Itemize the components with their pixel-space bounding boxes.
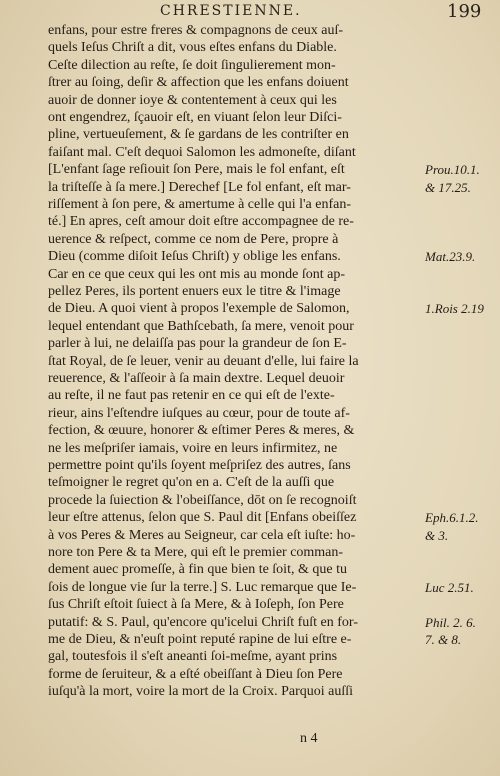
text-line: me de Dieu, & n'euſt point reputé rapine de lui eſtre e- [48,632,352,647]
text-line: gal, toutesfois il s'eſt aneanti ſoi-meſme, ayant prins [48,649,338,665]
text-line: rieur, ains l'eſtendre iuſques au cœur, pour de toute af- [48,405,350,421]
text-line: enfans, pour estre freres & compagnons de ceux auſ- [48,23,344,38]
text-line: auoir de donner ioye & contentement à ceux qui les [48,92,337,108]
margin-note: & 3. [425,527,449,543]
text-line: dement auec promeſſe, à fin que bien te ſoit, & que tu [48,562,347,578]
text-line: putatif: & S. Paul, qu'encore qu'icelui Chriſt fuſt en for- [48,614,358,630]
text-line: ſtrer au ſoing, deſir & affection que les enfans doiuent [48,75,349,91]
margin-note: 1.Rois 2.19 [425,301,484,317]
text-line: iuſqu'à la mort, voire la mort de la Croix. Parquoi auſſi [48,684,354,700]
text-line: forme de ſeruiteur, & a eſté obeiſſant à Dieu ſon Pere [48,666,343,682]
margin-note: 7. & 8. [425,632,462,647]
text-line: ne les meſpriſer iamais, voire en leurs infirmitez, ne [48,440,338,456]
text-line: ſus Chriſt eſtoit ſuiect à ſa Mere, & à Ioſeph, ſon Pere [48,597,344,613]
text-line: à vos Peres & Meres au Seigneur, car cela eſt iuſte: ho- [48,527,356,543]
text-line: fection, & œuure, honorer & eſtimer Peres & meres, & [48,423,355,439]
text-line: la triſteſſe à ſa mere.] Derechef [Le fol enfant, eſt mar- [48,179,351,195]
text-line: quels Ieſus Chriſt a dit, vous eſtes enfans du Diable. [48,40,337,56]
text-line: permettre point qu'ils ſoyent meſpriſez des autres, ſans [48,458,351,473]
text-line: pline, vertueuſement, & ſe gardans de les contriſter en [48,127,349,143]
text-line: té.] En apres, ceſt amour doit eſtre accompagnee de re- [48,214,354,230]
text-line: Ceſte dilection au reſte, ſe doit ſingulierement mon- [48,57,336,73]
margin-note: Eph.6.1.2. [425,510,479,526]
margin-note: & 17.25. [425,179,471,195]
text-line: ont engendrez, ſçauoir eſt, en viuant ſelon leur Diſci- [48,110,342,125]
text-line: procede la ſuiection & l'obeiſſance, dōt on ſe recognoiſt [48,492,357,508]
text-line: reuerence, & l'aſſeoir à ſa main dextre. Lequel deuoir [48,371,345,386]
text-line: teſmoigner le regret qu'on en a. C'eſt de la auſſi que [48,475,335,491]
text-line: Car en ce que ceux qui les ont mis au monde ſont ap- [48,266,346,282]
text-line: Dieu (comme diſoit Ieſus Chriſt) y oblige les enfans. [48,249,341,265]
text-line: riſſement à ſon pere, & amertume à celle qui l'a enfan- [48,197,351,212]
text-line: ſois de longue vie ſur la terre.] S. Luc remarque que Ie- [48,579,357,595]
running-head: CHRESTIENNE. [160,3,302,19]
text-line: leur eſtre attenus, ſelon que S. Paul dit [Enfans obeiſſez [48,510,357,526]
margin-note: Phil. 2. 6. [425,614,476,630]
text-line: uerence & reſpect, comme ce nom de Pere, propre à [48,231,339,247]
text-line: ſtat Royal, de ſe leuer, venir au deuant d'elle, lui faire la [48,353,359,369]
text-line: lequel entendant que Bathſcebath, ſa mere, venoit pour [48,318,354,334]
margin-note: Luc 2.51. [425,579,474,595]
text-line: au reſte, il ne faut pas retenir en ce qui eſt de l'exte- [48,388,335,404]
text-line: parler à lui, ne delaiſſa pas pour la grandeur de ſon E- [48,336,347,352]
text-line: nore ton Pere & ta Mere, qui eſt le premier comman- [48,545,344,560]
signature-mark: n 4 [300,731,318,746]
text-line: pellez Peres, ils portent enuers eux le titre & l'image [48,284,341,299]
page-number: 199 [447,1,482,22]
text-line: de Dieu. A quoi vient à propos l'exemple de Salomon, [48,301,350,317]
text-line: [L'enfant ſage reſiouit ſon Pere, mais le fol enfant, eſt [48,162,345,178]
text-line: faiſant mal. C'eſt dequoi Salomon les admoneſte, diſant [48,144,356,160]
margin-note: Prou.10.1. [425,162,480,178]
margin-note: Mat.23.9. [425,249,476,265]
